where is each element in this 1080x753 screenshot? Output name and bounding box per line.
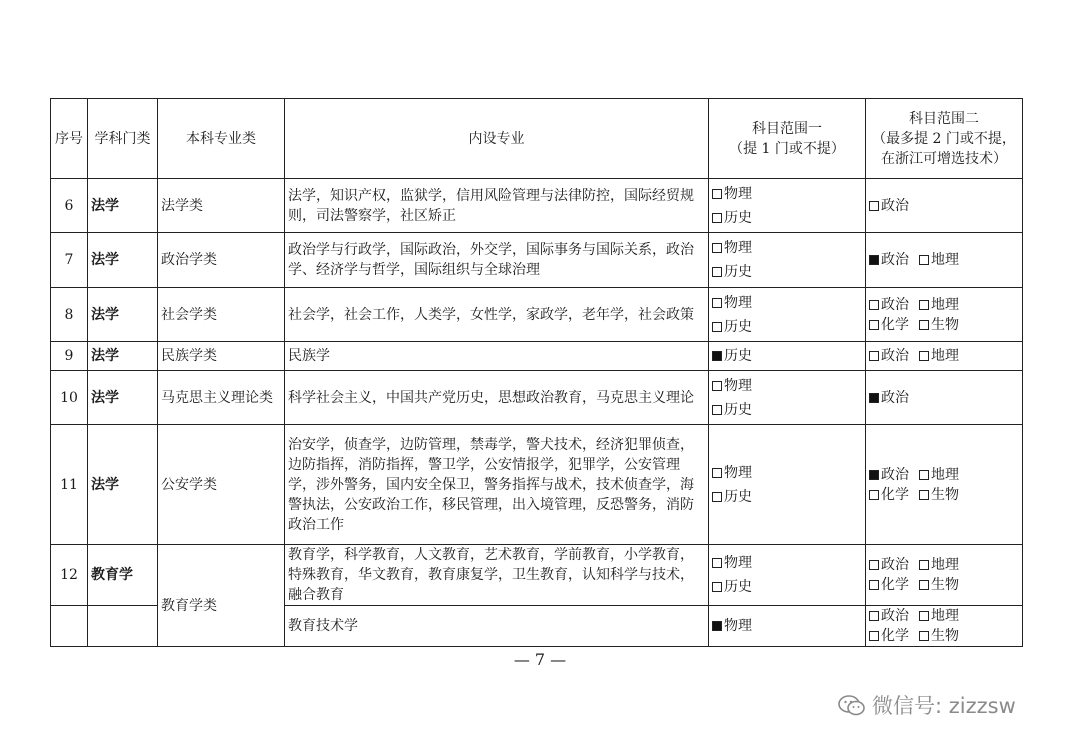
- subject-label: 政治: [881, 466, 909, 483]
- range2-line: [869, 346, 1019, 366]
- subject-label: 物理: [724, 618, 752, 634]
- row-undergrad-class: 马克思主义理论类: [158, 371, 285, 425]
- range1-line: [712, 206, 862, 230]
- table-row: [51, 233, 1023, 288]
- subject-label: 历史: [724, 209, 752, 226]
- unchecked-box-icon[interactable]: [712, 189, 722, 199]
- row-range-2: [866, 545, 1023, 606]
- row-majors: 民族学: [285, 342, 709, 371]
- row-majors: 社会学，社会工作，人类学，女性学，家政学，老年学，社会政策: [285, 288, 709, 342]
- subject-option[interactable]: [919, 465, 959, 485]
- unchecked-box-icon[interactable]: [712, 243, 722, 253]
- subject-label: 政治: [881, 296, 909, 313]
- row-discipline: 法学: [88, 233, 158, 288]
- subject-label: 政治: [881, 608, 909, 624]
- subject-label: 物理: [724, 240, 752, 256]
- subject-option[interactable]: [869, 315, 909, 335]
- row-discipline: [88, 606, 158, 647]
- table-row: [51, 545, 1023, 606]
- range2-line: [869, 575, 1019, 595]
- subject-label: 地理: [931, 608, 959, 624]
- subject-option[interactable]: [869, 250, 909, 270]
- row-undergrad-class: 政治学类: [158, 233, 285, 288]
- subject-option[interactable]: [712, 291, 752, 315]
- unchecked-box-icon[interactable]: [919, 351, 929, 361]
- subject-label: 政治: [881, 252, 909, 268]
- header-row: [51, 99, 1023, 179]
- subject-option[interactable]: [712, 575, 752, 599]
- header-subject-range-2: [866, 99, 1023, 179]
- subject-label: 生物: [931, 628, 959, 644]
- range1-line: [712, 485, 862, 509]
- unchecked-box-icon[interactable]: [919, 470, 929, 480]
- unchecked-box-icon[interactable]: [869, 300, 879, 310]
- table-row: [51, 371, 1023, 425]
- range1-line: [712, 236, 862, 260]
- subject-label: 地理: [931, 466, 959, 483]
- range2-line: [869, 465, 1019, 485]
- range1-line: [712, 575, 862, 599]
- subject-label: 物理: [724, 185, 752, 202]
- row-seq: [51, 606, 88, 647]
- row-discipline: 法学: [88, 425, 158, 545]
- subject-option[interactable]: [869, 465, 909, 485]
- subject-label: 化学: [881, 486, 909, 503]
- header-range2-title: 科目范围二: [909, 110, 979, 127]
- subject-option[interactable]: [712, 206, 752, 230]
- subject-label: 物理: [724, 555, 752, 571]
- range1-line: [712, 374, 862, 398]
- subject-option[interactable]: [869, 485, 909, 505]
- row-seq: 6: [51, 179, 88, 233]
- subject-option[interactable]: [919, 315, 959, 335]
- row-range-2: [866, 288, 1023, 342]
- subject-option[interactable]: [712, 236, 752, 260]
- row-range-2: [866, 371, 1023, 425]
- row-range-1: [709, 288, 866, 342]
- table-row: [51, 179, 1023, 233]
- subject-label: 生物: [931, 577, 959, 593]
- subject-option[interactable]: [919, 555, 959, 575]
- wechat-watermark: [838, 690, 1016, 720]
- row-discipline: 法学: [88, 288, 158, 342]
- checked-box-icon[interactable]: [712, 351, 722, 361]
- header-range1-title: 科目范围一: [752, 120, 822, 137]
- subject-label: 化学: [881, 316, 909, 333]
- subject-option[interactable]: [712, 315, 752, 339]
- row-discipline: 教育学: [88, 545, 158, 606]
- subject-label: 历史: [724, 348, 752, 364]
- unchecked-box-icon[interactable]: [919, 320, 929, 330]
- unchecked-box-icon[interactable]: [919, 580, 929, 590]
- header-discipline: 学科门类: [88, 99, 158, 179]
- unchecked-box-icon[interactable]: [869, 611, 879, 621]
- range2-line: [869, 626, 1019, 646]
- subject-label: 政治: [881, 197, 909, 214]
- subject-option[interactable]: [712, 374, 752, 398]
- subject-option[interactable]: [869, 388, 909, 408]
- table-row: [51, 288, 1023, 342]
- row-range-2: [866, 233, 1023, 288]
- subject-option[interactable]: [869, 575, 909, 595]
- row-range-1: [709, 179, 866, 233]
- row-range-1: [709, 342, 866, 371]
- checked-box-icon[interactable]: [869, 470, 879, 480]
- row-undergrad-class: 公安学类: [158, 425, 285, 545]
- unchecked-box-icon[interactable]: [869, 631, 879, 641]
- subject-option[interactable]: [712, 260, 752, 284]
- range1-line: [712, 614, 862, 638]
- range2-line: [869, 315, 1019, 335]
- watermark-text: 微信号: zizzsw: [872, 694, 1016, 718]
- unchecked-box-icon[interactable]: [919, 611, 929, 621]
- range2-line: [869, 388, 1019, 408]
- header-range1-note: （提 1 门或不提）: [729, 140, 845, 157]
- range2-line: [869, 606, 1019, 626]
- subject-option[interactable]: [919, 485, 959, 505]
- range1-line: [712, 182, 862, 206]
- subject-label: 历史: [724, 318, 752, 335]
- row-undergrad-class: 法学类: [158, 179, 285, 233]
- header-internal-majors: 内设专业: [285, 99, 709, 179]
- unchecked-box-icon[interactable]: [712, 405, 722, 415]
- range2-line: [869, 485, 1019, 505]
- subject-option[interactable]: [712, 614, 752, 638]
- row-seq: 12: [51, 545, 88, 606]
- row-range-2: [866, 179, 1023, 233]
- header-seq: 序号: [51, 99, 88, 179]
- row-range-2: [866, 425, 1023, 545]
- unchecked-box-icon[interactable]: [712, 582, 722, 592]
- unchecked-box-icon[interactable]: [869, 560, 879, 570]
- subject-option[interactable]: [919, 295, 959, 315]
- subject-label: 物理: [724, 377, 752, 394]
- range1-line: [712, 344, 862, 368]
- subject-label: 地理: [931, 557, 959, 573]
- subject-label: 地理: [931, 252, 959, 268]
- row-seq: 7: [51, 233, 88, 288]
- unchecked-box-icon[interactable]: [919, 631, 929, 641]
- row-discipline: 法学: [88, 342, 158, 371]
- wechat-logo-icon: [838, 695, 866, 717]
- header-subject-range-1: [709, 99, 866, 179]
- subject-option[interactable]: [712, 485, 752, 509]
- subject-label: 化学: [881, 577, 909, 593]
- range1-line: [712, 315, 862, 339]
- subject-option[interactable]: [919, 346, 959, 366]
- subject-option[interactable]: [712, 182, 752, 206]
- range1-line: [712, 398, 862, 422]
- row-majors: 法学，知识产权，监狱学，信用风险管理与法律防控，国际经贸规则，司法警察学，社区矫正: [285, 179, 709, 233]
- subject-option[interactable]: [869, 626, 909, 646]
- header-range2-note: （最多提 2 门或不提，: [872, 130, 1016, 147]
- range2-line: [869, 196, 1019, 216]
- unchecked-box-icon[interactable]: [919, 300, 929, 310]
- subject-label: 历史: [724, 488, 752, 505]
- row-majors: 教育技术学: [285, 606, 709, 647]
- range2-line: [869, 555, 1019, 575]
- subject-option[interactable]: [712, 551, 752, 575]
- unchecked-box-icon[interactable]: [712, 322, 722, 332]
- table-row: [51, 425, 1023, 545]
- unchecked-box-icon[interactable]: [919, 255, 929, 265]
- subject-label: 政治: [881, 348, 909, 364]
- row-undergrad-class: 教育学类: [158, 545, 285, 647]
- unchecked-box-icon[interactable]: [712, 468, 722, 478]
- unchecked-box-icon[interactable]: [919, 490, 929, 500]
- subject-label: 地理: [931, 296, 959, 313]
- unchecked-box-icon[interactable]: [869, 201, 879, 211]
- subject-label: 政治: [881, 389, 909, 406]
- unchecked-box-icon[interactable]: [712, 298, 722, 308]
- subject-label: 历史: [724, 579, 752, 595]
- row-undergrad-class: 社会学类: [158, 288, 285, 342]
- subject-label: 历史: [724, 401, 752, 418]
- range1-line: [712, 291, 862, 315]
- subject-label: 化学: [881, 628, 909, 644]
- row-discipline: 法学: [88, 179, 158, 233]
- subject-label: 生物: [931, 486, 959, 503]
- subject-option[interactable]: [869, 196, 909, 216]
- subject-option[interactable]: [712, 344, 752, 368]
- range1-line: [712, 461, 862, 485]
- row-seq: 8: [51, 288, 88, 342]
- range2-line: [869, 295, 1019, 315]
- subject-option[interactable]: [919, 250, 959, 270]
- subject-option[interactable]: [919, 606, 959, 626]
- subject-option[interactable]: [919, 575, 959, 595]
- checked-box-icon[interactable]: [712, 621, 722, 631]
- subject-option[interactable]: [712, 461, 752, 485]
- row-seq: 11: [51, 425, 88, 545]
- subject-option[interactable]: [919, 626, 959, 646]
- subject-option[interactable]: [712, 398, 752, 422]
- unchecked-box-icon[interactable]: [869, 490, 879, 500]
- subject-label: 物理: [724, 294, 752, 311]
- unchecked-box-icon[interactable]: [712, 381, 722, 391]
- row-seq: 9: [51, 342, 88, 371]
- range2-line: [869, 250, 1019, 270]
- row-undergrad-class: 民族学类: [158, 342, 285, 371]
- subject-option[interactable]: [869, 346, 909, 366]
- table-row: [51, 342, 1023, 371]
- row-range-2: [866, 342, 1023, 371]
- subject-label: 历史: [724, 264, 752, 280]
- subject-option[interactable]: [869, 606, 909, 626]
- subject-label: 地理: [931, 348, 959, 364]
- row-majors: 政治学与行政学，国际政治，外交学，国际事务与国际关系，政治学、经济学与哲学，国际组织与全球治理: [285, 233, 709, 288]
- subject-label: 物理: [724, 464, 752, 481]
- unchecked-box-icon[interactable]: [712, 558, 722, 568]
- range1-line: [712, 551, 862, 575]
- page-number: — 7 —: [513, 650, 567, 669]
- subject-option[interactable]: [869, 555, 909, 575]
- unchecked-box-icon[interactable]: [869, 320, 879, 330]
- unchecked-box-icon[interactable]: [712, 213, 722, 223]
- range1-line: [712, 260, 862, 284]
- subject-label: 生物: [931, 316, 959, 333]
- unchecked-box-icon[interactable]: [869, 351, 879, 361]
- unchecked-box-icon[interactable]: [712, 267, 722, 277]
- unchecked-box-icon[interactable]: [919, 560, 929, 570]
- subject-option[interactable]: [869, 295, 909, 315]
- row-majors: 治安学，侦查学，边防管理，禁毒学，警犬技术，经济犯罪侦查，边防指挥，消防指挥，警卫学，公安情报学，犯罪学，公安管理学，涉外警务，国内安全保卫，警务指挥与战术，技术侦查学，海警执法，公安政治工作，移民管理，出入境管理，反恐警务，消防政治工作: [285, 425, 709, 545]
- unchecked-box-icon[interactable]: [712, 492, 722, 502]
- row-range-1: [709, 425, 866, 545]
- row-majors: 科学社会主义，中国共产党历史，思想政治教育，马克思主义理论: [285, 371, 709, 425]
- row-range-1: [709, 606, 866, 647]
- row-range-2: [866, 606, 1023, 647]
- header-undergrad-major-class: 本科专业类: [158, 99, 285, 179]
- row-range-1: [709, 233, 866, 288]
- row-range-1: [709, 371, 866, 425]
- subject-label: 政治: [881, 557, 909, 573]
- checked-box-icon[interactable]: [869, 393, 879, 403]
- row-discipline: 法学: [88, 371, 158, 425]
- row-range-1: [709, 545, 866, 606]
- checked-box-icon[interactable]: [869, 255, 879, 265]
- header-range2-note-2: 在浙江可增选技术）: [881, 150, 1007, 167]
- row-majors: 教育学，科学教育，人文教育，艺术教育，学前教育，小学教育，特殊教育，华文教育，教育康复学，卫生教育，认知科学与技术，融合教育: [285, 545, 709, 606]
- subject-requirements-table: [50, 98, 1023, 647]
- unchecked-box-icon[interactable]: [869, 580, 879, 590]
- row-seq: 10: [51, 371, 88, 425]
